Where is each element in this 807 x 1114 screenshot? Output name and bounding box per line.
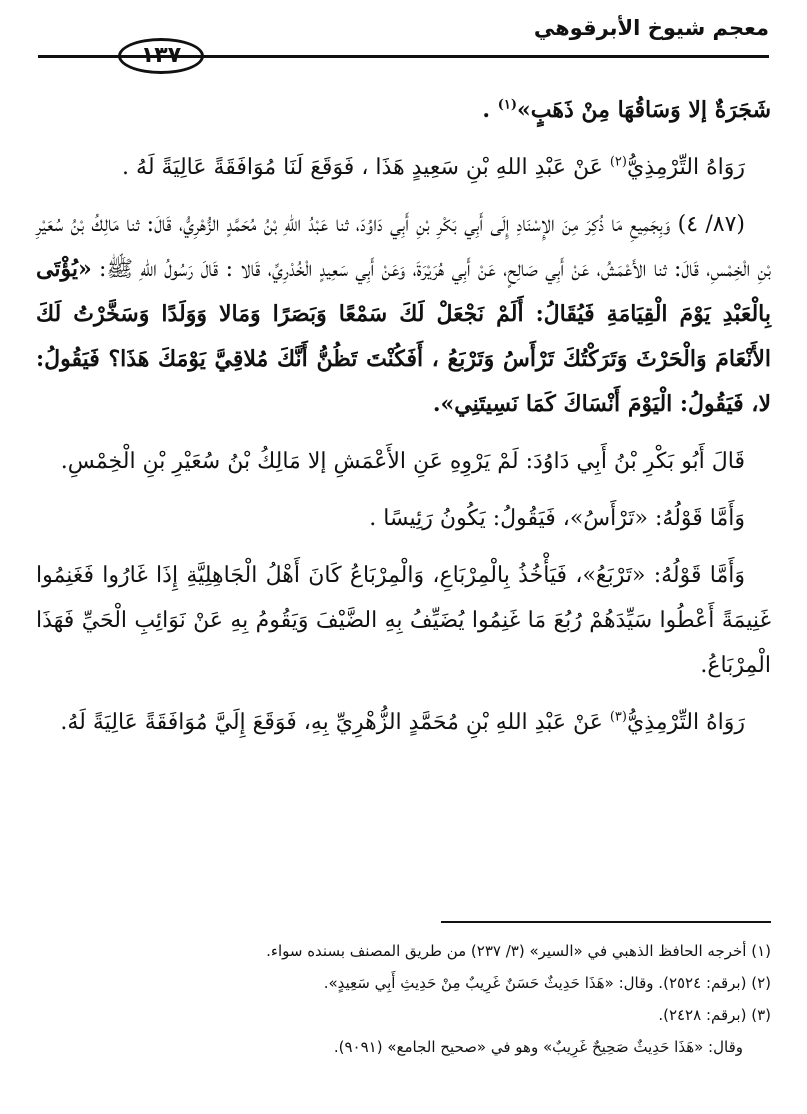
paragraph-2 <box>36 145 771 190</box>
footnote-divider <box>441 921 771 923</box>
paragraph-3-isnad: (٨٧/ ٤) وَبِجَمِيعِ مَا ذُكِرَ مِنَ الإِسْنَادِ إِلَى أَبِي بَكْرِ بْنِ أَبِي دَاوُدَ، ثنا عَبْدُ اللهِ بْنُ مُحَمَّدٍ الزُّهْرِيُّ، قَالَ: ثنا مَالِكُ بْنُ سُعَيْرِ بْنِ الْخِمْسِ، قَالَ: ثنا الأَعْمَشُ، عَنْ أَبِي صَالِحٍ، عَنْ أَبِي هُرَيْرَةَ، وَعَنْ أَبِي سَعِيدٍ الْخُدْرِيِّ، قَالا : قَالَ رَسُولُ اللهِ ﷺ: <box>36 212 771 282</box>
paragraph-7-text-b: عَنْ عَبْدِ اللهِ بْنِ مُحَمَّدٍ الزُّهْرِيِّ بِهِ، فَوَقَعَ إِلَيَّ مُوَافَقَةً عَالِيَةً لَهُ. <box>60 710 610 735</box>
footnotes <box>36 935 771 1063</box>
footnote-2: (٢) (برقم: ٢٥٢٤). وقال: «هَذَا حَدِيثٌ حَسَنٌ غَرِيبٌ مِنْ حَدِيثِ أَبِي سَعِيدٍ». <box>323 974 771 992</box>
header-divider <box>38 55 769 58</box>
footnote-3: (٣) (برقم: ٢٤٢٨). <box>658 1006 771 1024</box>
footnote-3-continued: وقال: «هَذَا حَدِيثٌ صَحِيحٌ غَرِيبٌ» وهو في «صحيح الجامع» (٩٠٩١). <box>333 1038 743 1056</box>
paragraph-7-text-a: رَوَاهُ التِّرْمِذِيُّ <box>626 710 745 735</box>
footnote-1: (١) أخرجه الحافظ الذهبي في «السير» (٣/ ٢٣٧) من طريق المصنف بسنده سواء. <box>266 942 771 960</box>
paragraph-3-hadith: «يُؤْتَى بِالْعَبْدِ يَوْمَ الْقِيَامَةِ فَيُقَالُ: أَلَمْ نَجْعَلْ لَكَ سَمْعًا وَبَصَرًا وَمَالا وَوَلَدًا وَسَخَّرْتُ لَكَ الأَنْعَامَ وَالْحَرْثَ وَتَرَكْتُكَ تَرْأَسُ وَتَرْبَعُ ، أَفَكُنْتَ تَظُنُّ أَنَّكَ مُلاقِيَّ يَوْمَكَ هَذَا؟ فَيَقُولُ: لا، فَيَقُولُ: الْيَوْمَ أَنْسَاكَ كَمَا نَسِيتَنِي». <box>36 256 771 417</box>
paragraph-2-text-b: عَنْ عَبْدِ اللهِ بْنِ سَعِيدٍ هَذَا ، فَوَقَعَ لَنَا مُوَافَقَةً عَالِيَةً لَهُ . <box>122 155 610 180</box>
book-title: معجم شيوخ الأبرقوهي <box>533 16 769 40</box>
paragraph-3 <box>36 202 771 427</box>
main-text <box>36 88 771 757</box>
paragraph-1-end: . <box>482 97 498 123</box>
paragraph-6: وَأَمَّا قَوْلُهُ: «تَرْبَعُ»، فَيَأْخُذُ بِالْمِرْبَاعِ، وَالْمِرْبَاعُ كَانَ أَهْلُ الْجَاهِلِيَّةِ إِذَا غَارُوا فَغَنِمُوا غَنِيمَةً أَعْطُوا سَيِّدَهُمْ رُبُعَ مَا غَنِمُوا يُضَيِّفُ بِهِ الضَّيْفَ وَيَقُومُ بِهِ عَنْ نَوَائِبِ الْحَيِّ فَهَذَا الْمِرْبَاعُ. <box>36 563 771 678</box>
footnote-ref-2: (٢) <box>609 154 627 170</box>
paragraph-1 <box>36 88 771 133</box>
paragraph-4: قَالَ أَبُو بَكْرِ بْنُ أَبِي دَاوُدَ: لَمْ يَرْوِهِ عَنِ الأَعْمَشِ إلا مَالِكُ بْنُ سُعَيْرِ بْنِ الْخِمْسِ. <box>60 449 745 474</box>
paragraph-7 <box>36 700 771 745</box>
paragraph-5: وَأَمَّا قَوْلُهُ: «تَرْأَسُ»، فَيَقُولُ: يَكُونُ رَئِيسًا . <box>369 506 745 531</box>
paragraph-2-text-a: رَوَاهُ التِّرْمِذِيُّ <box>626 155 745 180</box>
footnote-ref-3: (٣) <box>609 709 627 725</box>
page-number: ١٣٧ <box>140 43 182 68</box>
paragraph-1-text: شَجَرَةٌ إلا وَسَاقُهَا مِنْ ذَهَبٍ» <box>517 97 771 123</box>
footnote-ref-1: (١) <box>497 97 517 113</box>
page-header <box>38 14 769 68</box>
